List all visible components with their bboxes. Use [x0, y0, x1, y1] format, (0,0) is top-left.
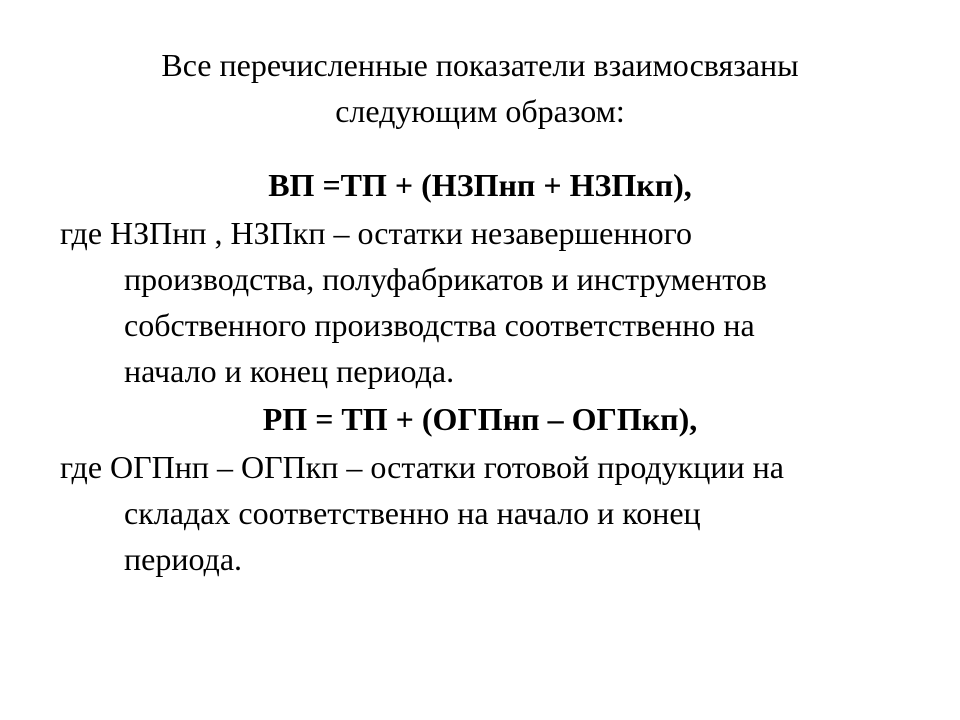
formula-rp: РП = ТП + (ОГПнп – ОГПкп),: [262, 401, 698, 437]
definition-nzp: [60, 210, 920, 394]
definition-nzp-line-4: начало и конец периода.: [124, 353, 455, 389]
slide-title: [60, 42, 900, 134]
definition-ogp-line-1: где ОГПнп – ОГПкп – остатки готовой продукции на: [60, 449, 784, 485]
definition-nzp-line-1: где НЗПнп , НЗПкп – остатки незавершенного: [60, 215, 692, 251]
title-line-2: следующим образом:: [335, 93, 625, 129]
definition-ogp-line-3: периода.: [124, 541, 243, 577]
definition-nzp-line-2: производства, полуфабрикатов и инструментов: [124, 261, 767, 297]
formula-vp: ВП =ТП + (НЗПнп + НЗПкп),: [268, 167, 692, 203]
definition-ogp: [60, 444, 920, 582]
definition-ogp-line-2: складах соответственно на начало и конец: [124, 495, 701, 531]
title-line-1: Все перечисленные показатели взаимосвязаны: [161, 47, 799, 83]
definition-nzp-line-3: собственного производства соответственно на: [124, 307, 755, 343]
